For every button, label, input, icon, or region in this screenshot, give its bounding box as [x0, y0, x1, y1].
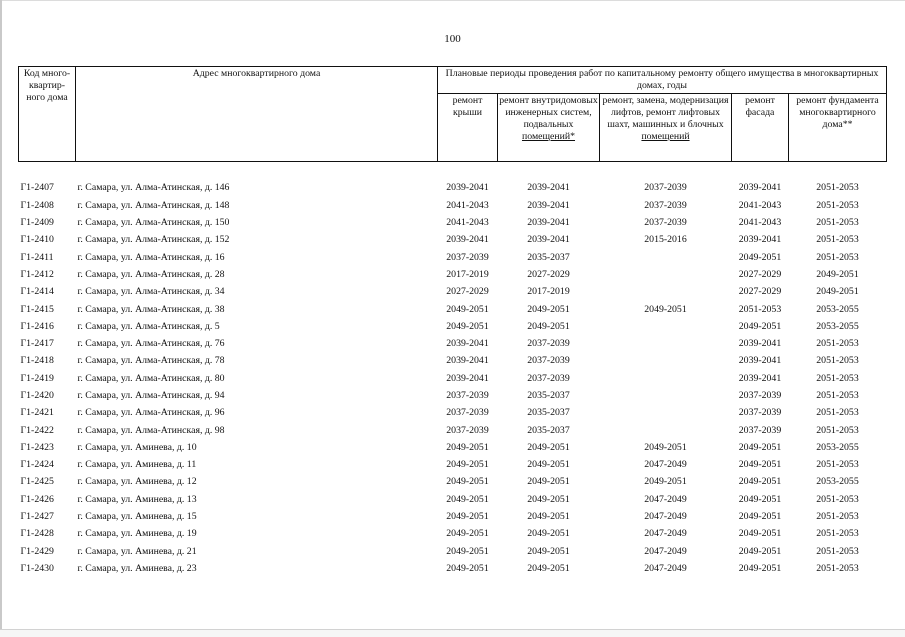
facade-period-cell: 2041-2043: [738, 217, 782, 229]
lifts-period-cell: [600, 370, 732, 387]
header-lifts-text: ремонт, замена, модернизация лифтов, ремонт лифтовых шахт, машинных и блочных: [602, 95, 729, 130]
header-lifts: [600, 94, 732, 162]
lifts-period-cell: [600, 387, 732, 404]
facade-period-cell: 2039-2041: [738, 355, 782, 367]
roof-period-cell: 2037-2039: [446, 424, 489, 436]
address-cell: г. Самара, ул. Аминева, д. 19: [77, 528, 197, 540]
roof-period-cell: 2049-2051: [446, 441, 489, 453]
lifts-period-cell: 2047-2049: [644, 459, 687, 471]
roof-period-cell: 2039-2041: [446, 234, 489, 246]
page-top-edge: [0, 0, 905, 1]
systems-period-cell: 2049-2051: [527, 303, 570, 315]
roof-period-cell: 2037-2039: [446, 407, 489, 419]
lifts-period-cell: [600, 283, 732, 300]
address-cell: г. Самара, ул. Алма-Атинская, д. 96: [77, 407, 225, 419]
lifts-period-cell: [600, 404, 732, 421]
house-code-cell: Г1-2408: [20, 199, 54, 211]
lifts-period-cell: 2047-2049: [644, 545, 687, 557]
systems-period-cell: 2049-2051: [527, 459, 570, 471]
roof-period-cell: 2037-2039: [446, 390, 489, 401]
table-row: [19, 352, 887, 369]
house-code-cell: Г1-2424: [20, 459, 54, 471]
house-code-cell: Г1-2419: [20, 372, 54, 384]
table-row: [19, 300, 887, 317]
foundation-period-cell: 2051-2053: [816, 251, 859, 263]
house-code-cell: Г1-2426: [20, 493, 54, 505]
roof-period-cell: 2017-2019: [446, 268, 489, 280]
house-code-cell: Г1-2418: [20, 355, 54, 367]
header-house-code: Код много-квартир-ного дома: [19, 67, 76, 162]
foundation-period-cell: 2051-2053: [816, 545, 859, 557]
table-row: [19, 560, 887, 577]
foundation-period-cell: 2051-2053: [816, 217, 859, 229]
address-cell: г. Самара, ул. Аминева, д. 10: [77, 441, 197, 453]
foundation-period-cell: 2051-2053: [816, 199, 859, 211]
roof-period-cell: 2039-2041: [446, 372, 489, 384]
table-row: [19, 179, 887, 196]
facade-period-cell: 2051-2053: [738, 303, 782, 315]
house-code-cell: Г1-2421: [20, 407, 54, 419]
facade-period-cell: 2039-2041: [738, 338, 782, 350]
lifts-period-cell: 2049-2051: [644, 441, 687, 453]
address-cell: г. Самара, ул. Алма-Атинская, д. 34: [77, 286, 225, 298]
foundation-period-cell: 2053-2055: [816, 441, 859, 453]
address-cell: г. Самара, ул. Аминева, д. 21: [77, 545, 197, 557]
roof-period-cell: 2049-2051: [446, 528, 489, 540]
roof-period-cell: 2027-2029: [446, 286, 489, 298]
foundation-period-cell: 2051-2053: [816, 424, 859, 436]
lifts-period-cell: [600, 266, 732, 283]
foundation-period-cell: 2051-2053: [816, 355, 859, 367]
facade-period-cell: 2037-2039: [738, 407, 782, 419]
address-cell: г. Самара, ул. Аминева, д. 13: [77, 493, 197, 505]
roof-period-cell: 2049-2051: [446, 476, 489, 488]
address-cell: г. Самара, ул. Алма-Атинская, д. 152: [77, 234, 230, 246]
table-row: [19, 387, 887, 404]
address-cell: г. Самара, ул. Алма-Атинская, д. 38: [77, 303, 225, 315]
address-cell: г. Самара, ул. Алма-Атинская, д. 76: [77, 338, 225, 350]
systems-period-cell: 2049-2051: [527, 528, 570, 540]
systems-period-cell: 2049-2051: [527, 441, 570, 453]
address-cell: г. Самара, ул. Аминева, д. 11: [77, 459, 197, 471]
table-row: [19, 473, 887, 490]
facade-period-cell: 2049-2051: [738, 251, 782, 263]
table-row: [19, 404, 887, 421]
address-cell: г. Самара, ул. Алма-Атинская, д. 150: [77, 217, 230, 229]
systems-period-cell: 2049-2051: [527, 511, 570, 523]
facade-period-cell: 2049-2051: [738, 320, 782, 332]
facade-period-cell: 2039-2041: [738, 372, 782, 384]
header-roof-repair: ремонт крыши: [438, 94, 498, 162]
foundation-period-cell: 2049-2051: [816, 268, 859, 280]
facade-period-cell: 2049-2051: [738, 545, 782, 557]
roof-period-cell: 2049-2051: [446, 303, 489, 315]
table-row: [19, 197, 887, 214]
lifts-period-cell: 2049-2051: [644, 303, 687, 315]
table-row: [19, 508, 887, 525]
systems-period-cell: 2049-2051: [527, 493, 570, 505]
facade-period-cell: 2039-2041: [738, 182, 782, 194]
table-row: [19, 266, 887, 283]
table-row: [19, 525, 887, 542]
lifts-period-cell: 2037-2039: [644, 217, 687, 229]
lifts-period-cell: [600, 352, 732, 369]
header-planned-periods: Плановые периоды проведения работ по капитальному ремонту общего имущества в многоквартирных домах, годы: [438, 67, 887, 94]
house-code-cell: Г1-2416: [20, 320, 54, 332]
house-code-cell: Г1-2415: [20, 303, 54, 315]
address-cell: г. Самара, ул. Аминева, д. 23: [77, 562, 197, 574]
foundation-period-cell: 2053-2055: [816, 476, 859, 488]
house-code-cell: Г1-2423: [20, 441, 54, 453]
lifts-period-cell: [600, 335, 732, 352]
house-code-cell: Г1-2407: [20, 182, 54, 194]
house-code-cell: Г1-2417: [20, 338, 54, 350]
house-code-cell: Г1-2411: [20, 251, 54, 263]
foundation-period-cell: 2051-2053: [816, 182, 859, 194]
house-code-cell: Г1-2427: [20, 511, 54, 523]
systems-period-cell: 2039-2041: [527, 182, 570, 194]
facade-period-cell: 2049-2051: [738, 459, 782, 471]
roof-period-cell: 2039-2041: [446, 355, 489, 367]
facade-period-cell: 2027-2029: [738, 268, 782, 280]
lifts-period-cell: 2047-2049: [644, 528, 687, 540]
foundation-period-cell: 2053-2055: [816, 303, 859, 315]
header-address: Адрес многоквартирного дома: [76, 67, 438, 162]
systems-period-cell: 2037-2039: [527, 355, 570, 367]
table-row: [19, 421, 887, 438]
systems-period-cell: 2049-2051: [527, 545, 570, 557]
house-code-cell: Г1-2430: [20, 562, 54, 574]
facade-period-cell: 2049-2051: [738, 441, 782, 453]
lifts-period-cell: 2047-2049: [644, 562, 687, 574]
house-code-cell: Г1-2420: [20, 390, 54, 401]
lifts-period-cell: 2037-2039: [644, 182, 687, 194]
address-cell: г. Самара, ул. Алма-Атинская, д. 98: [77, 424, 225, 436]
foundation-period-cell: 2051-2053: [816, 407, 859, 419]
facade-period-cell: 2037-2039: [738, 390, 782, 401]
roof-period-cell: 2049-2051: [446, 493, 489, 505]
address-cell: г. Самара, ул. Алма-Атинская, д. 5: [77, 320, 220, 332]
table-row: [19, 543, 887, 560]
table-row: [19, 283, 887, 300]
roof-period-cell: 2049-2051: [446, 320, 489, 332]
roof-period-cell: 2039-2041: [446, 338, 489, 350]
roof-period-cell: 2049-2051: [446, 562, 489, 574]
roof-period-cell: 2039-2041: [446, 182, 489, 194]
address-cell: г. Самара, ул. Алма-Атинская, д. 146: [77, 182, 230, 194]
roof-period-cell: 2049-2051: [446, 545, 489, 557]
systems-period-cell: 2035-2037: [527, 424, 570, 436]
systems-period-cell: 2049-2051: [527, 476, 570, 488]
table-row: [19, 456, 887, 473]
address-cell: г. Самара, ул. Алма-Атинская, д. 80: [77, 372, 225, 384]
house-code-cell: Г1-2422: [20, 424, 54, 436]
foundation-period-cell: 2051-2053: [816, 459, 859, 471]
lifts-period-cell: 2049-2051: [644, 476, 687, 488]
table-row: [19, 231, 887, 248]
systems-period-cell: 2049-2051: [527, 320, 570, 332]
table-body: [19, 162, 887, 578]
house-code-cell: Г1-2414: [20, 286, 54, 298]
header-facade-repair: ремонт фасада: [732, 94, 789, 162]
page-left-edge: [0, 0, 2, 636]
foundation-period-cell: 2049-2051: [816, 286, 859, 298]
address-cell: г. Самара, ул. Алма-Атинская, д. 148: [77, 199, 230, 211]
foundation-period-cell: 2051-2053: [816, 562, 859, 574]
table-row: [19, 248, 887, 265]
foundation-period-cell: 2051-2053: [816, 234, 859, 246]
table-row: [19, 370, 887, 387]
foundation-period-cell: 2051-2053: [816, 511, 859, 523]
house-code-cell: Г1-2429: [20, 545, 54, 557]
foundation-period-cell: 2051-2053: [816, 528, 859, 540]
roof-period-cell: 2049-2051: [446, 511, 489, 523]
capital-repair-schedule-table: [18, 66, 887, 577]
address-cell: г. Самара, ул. Алма-Атинская, д. 94: [77, 390, 225, 401]
header-engineering-systems-text: ремонт внутридомовых инженерных систем, подвальных: [499, 95, 598, 130]
systems-period-cell: 2049-2051: [527, 562, 570, 574]
roof-period-cell: 2041-2043: [446, 199, 489, 211]
lifts-period-cell: 2047-2049: [644, 493, 687, 505]
systems-period-cell: 2039-2041: [527, 217, 570, 229]
systems-period-cell: 2035-2037: [527, 390, 570, 401]
systems-period-cell: 2027-2029: [527, 268, 570, 280]
systems-period-cell: 2039-2041: [527, 199, 570, 211]
foundation-period-cell: 2051-2053: [816, 338, 859, 350]
table-row: [19, 439, 887, 456]
address-cell: г. Самара, ул. Алма-Атинская, д. 16: [77, 251, 225, 263]
systems-period-cell: 2037-2039: [527, 372, 570, 384]
lifts-period-cell: [600, 248, 732, 265]
house-code-cell: Г1-2425: [20, 476, 54, 488]
table-row: [19, 335, 887, 352]
address-cell: г. Самара, ул. Алма-Атинская, д. 28: [77, 268, 225, 280]
facade-period-cell: 2049-2051: [738, 528, 782, 540]
facade-period-cell: 2049-2051: [738, 562, 782, 574]
table-row: [19, 214, 887, 231]
table-row: [19, 491, 887, 508]
page-number: 100: [444, 33, 461, 45]
lifts-period-cell: 2047-2049: [644, 511, 687, 523]
foundation-period-cell: 2051-2053: [816, 372, 859, 384]
facade-period-cell: 2049-2051: [738, 511, 782, 523]
lifts-period-cell: [600, 421, 732, 438]
address-cell: г. Самара, ул. Алма-Атинская, д. 78: [77, 355, 225, 367]
roof-period-cell: 2037-2039: [446, 251, 489, 263]
facade-period-cell: 2039-2041: [738, 234, 782, 246]
lifts-period-cell: 2015-2016: [644, 234, 687, 246]
facade-period-cell: 2049-2051: [738, 493, 782, 505]
systems-period-cell: 2037-2039: [527, 338, 570, 350]
systems-period-cell: 2039-2041: [527, 234, 570, 246]
foundation-period-cell: 2051-2053: [816, 390, 859, 401]
header-engineering-systems-premises: помещений*: [521, 131, 576, 142]
header-lifts-premises: помещений: [641, 131, 690, 142]
header-foundation-repair: ремонт фундамента многоквартирного дома**: [789, 94, 887, 162]
facade-period-cell: 2037-2039: [738, 424, 782, 436]
foundation-period-cell: 2051-2053: [816, 493, 859, 505]
table-row: [19, 318, 887, 335]
house-code-cell: Г1-2412: [20, 268, 54, 280]
house-code-cell: Г1-2428: [20, 528, 54, 540]
house-code-cell: Г1-2410: [20, 234, 54, 246]
systems-period-cell: 2017-2019: [527, 286, 570, 298]
address-cell: г. Самара, ул. Аминева, д. 12: [77, 476, 197, 488]
facade-period-cell: 2027-2029: [738, 286, 782, 298]
house-code-cell: Г1-2409: [20, 217, 54, 229]
facade-period-cell: 2041-2043: [738, 199, 782, 211]
header-engineering-systems: [498, 94, 600, 162]
foundation-period-cell: 2053-2055: [816, 320, 859, 332]
roof-period-cell: 2049-2051: [446, 459, 489, 471]
roof-period-cell: 2041-2043: [446, 217, 489, 229]
address-cell: г. Самара, ул. Аминева, д. 15: [77, 511, 197, 523]
systems-period-cell: 2035-2037: [527, 251, 570, 263]
lifts-period-cell: 2037-2039: [644, 199, 687, 211]
systems-period-cell: 2035-2037: [527, 407, 570, 419]
facade-period-cell: 2049-2051: [738, 476, 782, 488]
lifts-period-cell: [600, 318, 732, 335]
